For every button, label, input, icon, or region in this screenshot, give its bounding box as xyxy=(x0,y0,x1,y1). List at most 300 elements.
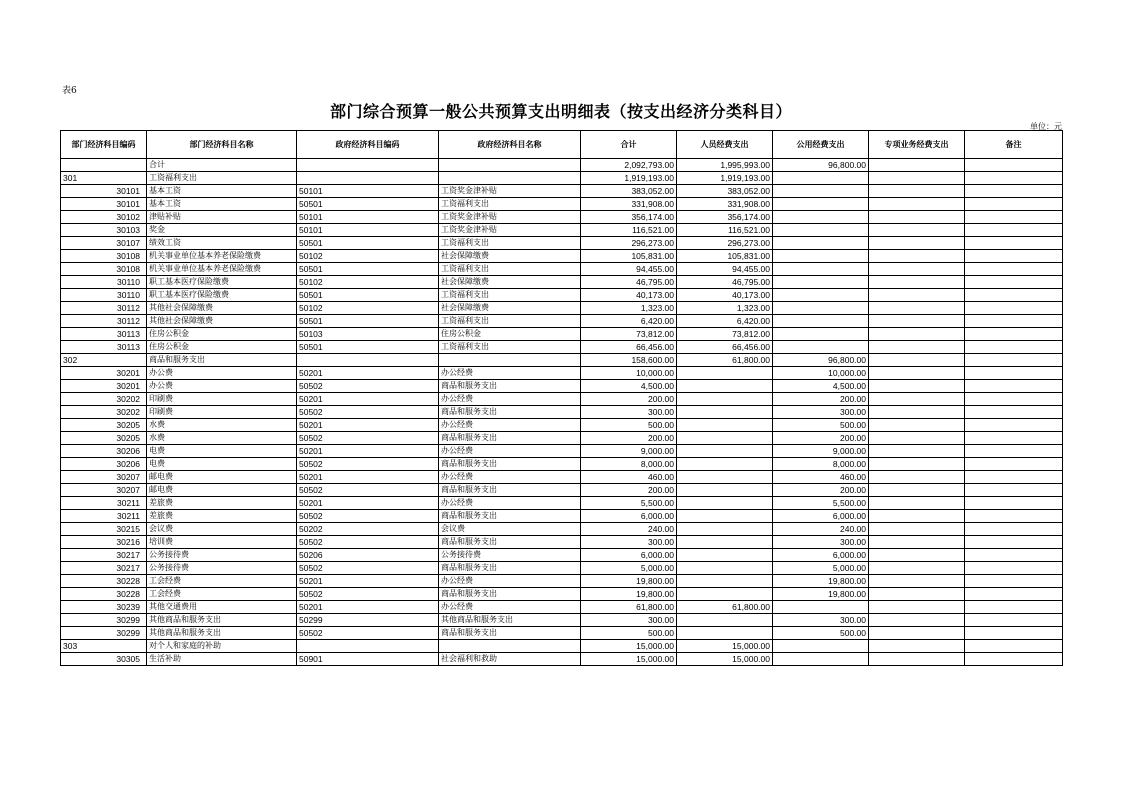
public-cell: 10,000.00 xyxy=(773,367,869,380)
dept-code-cell: 30239 xyxy=(61,601,147,614)
gov-name-cell: 商品和服务支出 xyxy=(439,510,581,523)
dept-code-cell: 30113 xyxy=(61,328,147,341)
gov-code-cell: 50201 xyxy=(297,575,439,588)
dept-name-cell: 公务接待费 xyxy=(147,549,297,562)
public-cell: 96,800.00 xyxy=(773,354,869,367)
gov-name-cell: 公务接待费 xyxy=(439,549,581,562)
table-row xyxy=(61,315,1063,328)
public-cell xyxy=(773,211,869,224)
dept-name-cell: 职工基本医疗保险缴费 xyxy=(147,289,297,302)
total-cell: 300.00 xyxy=(581,614,677,627)
gov-name-cell: 商品和服务支出 xyxy=(439,380,581,393)
personnel-cell: 73,812.00 xyxy=(677,328,773,341)
public-cell: 6,000.00 xyxy=(773,549,869,562)
public-cell: 19,800.00 xyxy=(773,575,869,588)
public-cell xyxy=(773,315,869,328)
dept-code-cell: 30211 xyxy=(61,510,147,523)
dept-name-cell: 差旅费 xyxy=(147,497,297,510)
public-cell xyxy=(773,653,869,666)
dept-code-cell: 30215 xyxy=(61,523,147,536)
total-cell: 10,000.00 xyxy=(581,367,677,380)
gov-name-cell: 办公经费 xyxy=(439,471,581,484)
table-row xyxy=(61,445,1063,458)
dept-name-cell: 住房公积金 xyxy=(147,341,297,354)
dept-code-cell: 30228 xyxy=(61,575,147,588)
table-row xyxy=(61,575,1063,588)
remark-cell xyxy=(965,562,1063,575)
table-row xyxy=(61,393,1063,406)
gov-code-cell: 50201 xyxy=(297,471,439,484)
gov-name-cell: 工资福利支出 xyxy=(439,315,581,328)
special-cell xyxy=(869,185,965,198)
remark-cell xyxy=(965,185,1063,198)
personnel-cell: 383,052.00 xyxy=(677,185,773,198)
table-row xyxy=(61,276,1063,289)
public-cell: 6,000.00 xyxy=(773,510,869,523)
remark-cell xyxy=(965,302,1063,315)
dept-name-cell: 基本工资 xyxy=(147,198,297,211)
public-cell xyxy=(773,276,869,289)
special-cell xyxy=(869,237,965,250)
personnel-cell: 61,800.00 xyxy=(677,601,773,614)
table-row xyxy=(61,237,1063,250)
dept-name-cell: 水费 xyxy=(147,432,297,445)
public-cell: 300.00 xyxy=(773,536,869,549)
remark-cell xyxy=(965,289,1063,302)
special-cell xyxy=(869,523,965,536)
dept-name-cell: 其他商品和服务支出 xyxy=(147,627,297,640)
dept-name-cell: 印刷费 xyxy=(147,393,297,406)
dept-code-cell: 30217 xyxy=(61,549,147,562)
header-total: 合计 xyxy=(581,131,677,159)
gov-code-cell: 50201 xyxy=(297,393,439,406)
gov-name-cell: 住房公积金 xyxy=(439,328,581,341)
dept-name-cell: 差旅费 xyxy=(147,510,297,523)
public-cell: 300.00 xyxy=(773,614,869,627)
dept-code-cell: 30107 xyxy=(61,237,147,250)
special-cell xyxy=(869,497,965,510)
public-cell xyxy=(773,224,869,237)
gov-code-cell: 50102 xyxy=(297,302,439,315)
personnel-cell: 356,174.00 xyxy=(677,211,773,224)
table-row xyxy=(61,484,1063,497)
total-cell: 94,455.00 xyxy=(581,263,677,276)
remark-cell xyxy=(965,497,1063,510)
gov-name-cell: 工资福利支出 xyxy=(439,341,581,354)
personnel-cell: 1,995,993.00 xyxy=(677,159,773,172)
gov-name-cell: 商品和服务支出 xyxy=(439,588,581,601)
gov-code-cell xyxy=(297,159,439,172)
table-row xyxy=(61,302,1063,315)
gov-name-cell: 办公经费 xyxy=(439,419,581,432)
gov-code-cell: 50501 xyxy=(297,289,439,302)
gov-code-cell: 50501 xyxy=(297,198,439,211)
remark-cell xyxy=(965,640,1063,653)
remark-cell xyxy=(965,653,1063,666)
dept-code-cell: 30108 xyxy=(61,250,147,263)
remark-cell xyxy=(965,393,1063,406)
table-row xyxy=(61,211,1063,224)
dept-name-cell: 工会经费 xyxy=(147,588,297,601)
dept-name-cell: 机关事业单位基本养老保险缴费 xyxy=(147,250,297,263)
page-title: 部门综合预算一般公共预算支出明细表（按支出经济分类科目） xyxy=(329,102,792,121)
special-cell xyxy=(869,354,965,367)
dept-name-cell: 商品和服务支出 xyxy=(147,354,297,367)
table-row xyxy=(61,614,1063,627)
gov-name-cell: 办公经费 xyxy=(439,497,581,510)
dept-name-cell: 其他社会保障缴费 xyxy=(147,315,297,328)
personnel-cell xyxy=(677,419,773,432)
gov-name-cell xyxy=(439,640,581,653)
remark-cell xyxy=(965,380,1063,393)
gov-name-cell: 工资福利支出 xyxy=(439,198,581,211)
special-cell xyxy=(869,549,965,562)
dept-code-cell: 303 xyxy=(61,640,147,653)
table-row xyxy=(61,172,1063,185)
personnel-cell xyxy=(677,510,773,523)
public-cell: 5,000.00 xyxy=(773,562,869,575)
personnel-cell xyxy=(677,406,773,419)
dept-code-cell: 30112 xyxy=(61,302,147,315)
public-cell xyxy=(773,601,869,614)
gov-name-cell xyxy=(439,159,581,172)
personnel-cell: 105,831.00 xyxy=(677,250,773,263)
gov-code-cell: 50103 xyxy=(297,328,439,341)
special-cell xyxy=(869,510,965,523)
personnel-cell xyxy=(677,549,773,562)
remark-cell xyxy=(965,263,1063,276)
gov-code-cell xyxy=(297,354,439,367)
total-cell: 200.00 xyxy=(581,484,677,497)
dept-code-cell: 30201 xyxy=(61,380,147,393)
personnel-cell: 1,919,193.00 xyxy=(677,172,773,185)
gov-code-cell: 50101 xyxy=(297,185,439,198)
special-cell xyxy=(869,302,965,315)
dept-name-cell: 津贴补贴 xyxy=(147,211,297,224)
personnel-cell xyxy=(677,367,773,380)
header-gov-name: 政府经济科目名称 xyxy=(439,131,581,159)
dept-name-cell: 印刷费 xyxy=(147,406,297,419)
gov-name-cell: 工资福利支出 xyxy=(439,237,581,250)
total-cell: 5,000.00 xyxy=(581,562,677,575)
sheet-label: 表6 xyxy=(62,86,77,96)
total-cell: 15,000.00 xyxy=(581,653,677,666)
dept-name-cell: 基本工资 xyxy=(147,185,297,198)
total-cell: 46,795.00 xyxy=(581,276,677,289)
special-cell xyxy=(869,315,965,328)
total-cell: 158,600.00 xyxy=(581,354,677,367)
total-cell: 73,812.00 xyxy=(581,328,677,341)
gov-name-cell: 社会保障缴费 xyxy=(439,250,581,263)
table-row xyxy=(61,497,1063,510)
special-cell xyxy=(869,419,965,432)
dept-code-cell: 30205 xyxy=(61,432,147,445)
special-cell xyxy=(869,367,965,380)
total-cell: 1,323.00 xyxy=(581,302,677,315)
public-cell: 19,800.00 xyxy=(773,588,869,601)
gov-code-cell: 50101 xyxy=(297,211,439,224)
special-cell xyxy=(869,406,965,419)
gov-code-cell: 50502 xyxy=(297,510,439,523)
table-row xyxy=(61,653,1063,666)
dept-name-cell: 其他交通费用 xyxy=(147,601,297,614)
special-cell xyxy=(869,172,965,185)
table-row xyxy=(61,536,1063,549)
table-row xyxy=(61,341,1063,354)
table-row xyxy=(61,406,1063,419)
gov-name-cell: 办公经费 xyxy=(439,393,581,406)
special-cell xyxy=(869,484,965,497)
gov-code-cell: 50201 xyxy=(297,367,439,380)
table-row xyxy=(61,562,1063,575)
dept-name-cell: 工会经费 xyxy=(147,575,297,588)
table-row xyxy=(61,289,1063,302)
gov-code-cell xyxy=(297,172,439,185)
special-cell xyxy=(869,263,965,276)
table-body xyxy=(61,159,1063,666)
remark-cell xyxy=(965,523,1063,536)
dept-name-cell: 电费 xyxy=(147,458,297,471)
dept-code-cell: 30110 xyxy=(61,289,147,302)
personnel-cell: 66,456.00 xyxy=(677,341,773,354)
remark-cell xyxy=(965,315,1063,328)
personnel-cell xyxy=(677,484,773,497)
gov-code-cell: 50502 xyxy=(297,406,439,419)
gov-name-cell: 办公经费 xyxy=(439,445,581,458)
personnel-cell xyxy=(677,458,773,471)
remark-cell xyxy=(965,588,1063,601)
gov-name-cell: 商品和服务支出 xyxy=(439,432,581,445)
table-row xyxy=(61,471,1063,484)
total-cell: 9,000.00 xyxy=(581,445,677,458)
dept-name-cell: 公务接待费 xyxy=(147,562,297,575)
gov-name-cell: 社会保障缴费 xyxy=(439,302,581,315)
table-row xyxy=(61,458,1063,471)
gov-code-cell: 50501 xyxy=(297,341,439,354)
dept-name-cell: 水费 xyxy=(147,419,297,432)
special-cell xyxy=(869,289,965,302)
dept-code-cell: 30206 xyxy=(61,445,147,458)
gov-code-cell: 50206 xyxy=(297,549,439,562)
total-cell: 2,092,793.00 xyxy=(581,159,677,172)
header-special: 专项业务经费支出 xyxy=(869,131,965,159)
special-cell xyxy=(869,627,965,640)
gov-code-cell: 50201 xyxy=(297,497,439,510)
special-cell xyxy=(869,211,965,224)
special-cell xyxy=(869,601,965,614)
total-cell: 500.00 xyxy=(581,627,677,640)
personnel-cell: 94,455.00 xyxy=(677,263,773,276)
public-cell: 200.00 xyxy=(773,484,869,497)
total-cell: 6,000.00 xyxy=(581,549,677,562)
gov-code-cell: 50102 xyxy=(297,276,439,289)
gov-name-cell: 商品和服务支出 xyxy=(439,536,581,549)
dept-code-cell: 30299 xyxy=(61,614,147,627)
dept-code-cell: 30228 xyxy=(61,588,147,601)
gov-code-cell: 50901 xyxy=(297,653,439,666)
dept-code-cell: 30201 xyxy=(61,367,147,380)
special-cell xyxy=(869,614,965,627)
public-cell: 500.00 xyxy=(773,627,869,640)
special-cell xyxy=(869,250,965,263)
remark-cell xyxy=(965,237,1063,250)
personnel-cell: 331,908.00 xyxy=(677,198,773,211)
public-cell xyxy=(773,185,869,198)
personnel-cell: 46,795.00 xyxy=(677,276,773,289)
personnel-cell: 15,000.00 xyxy=(677,653,773,666)
remark-cell xyxy=(965,224,1063,237)
dept-code-cell: 30101 xyxy=(61,185,147,198)
total-cell: 6,000.00 xyxy=(581,510,677,523)
personnel-cell: 61,800.00 xyxy=(677,354,773,367)
gov-name-cell: 工资奖金津补贴 xyxy=(439,185,581,198)
dept-name-cell: 住房公积金 xyxy=(147,328,297,341)
gov-name-cell xyxy=(439,172,581,185)
remark-cell xyxy=(965,601,1063,614)
gov-code-cell: 50502 xyxy=(297,432,439,445)
personnel-cell xyxy=(677,627,773,640)
gov-name-cell: 办公经费 xyxy=(439,575,581,588)
dept-code-cell: 30211 xyxy=(61,497,147,510)
personnel-cell: 296,273.00 xyxy=(677,237,773,250)
gov-code-cell xyxy=(297,640,439,653)
public-cell xyxy=(773,237,869,250)
remark-cell xyxy=(965,172,1063,185)
public-cell: 240.00 xyxy=(773,523,869,536)
dept-name-cell: 机关事业单位基本养老保险缴费 xyxy=(147,263,297,276)
table-row xyxy=(61,588,1063,601)
total-cell: 116,521.00 xyxy=(581,224,677,237)
remark-cell xyxy=(965,354,1063,367)
gov-code-cell: 50102 xyxy=(297,250,439,263)
remark-cell xyxy=(965,211,1063,224)
gov-name-cell: 其他商品和服务支出 xyxy=(439,614,581,627)
gov-code-cell: 50502 xyxy=(297,536,439,549)
remark-cell xyxy=(965,614,1063,627)
total-cell: 105,831.00 xyxy=(581,250,677,263)
table-row xyxy=(61,640,1063,653)
table-row xyxy=(61,185,1063,198)
gov-code-cell: 50501 xyxy=(297,263,439,276)
table-row xyxy=(61,263,1063,276)
gov-name-cell: 社会保障缴费 xyxy=(439,276,581,289)
dept-name-cell: 其他社会保障缴费 xyxy=(147,302,297,315)
special-cell xyxy=(869,198,965,211)
special-cell xyxy=(869,458,965,471)
remark-cell xyxy=(965,276,1063,289)
dept-name-cell: 对个人和家庭的补助 xyxy=(147,640,297,653)
remark-cell xyxy=(965,198,1063,211)
dept-name-cell: 电费 xyxy=(147,445,297,458)
dept-code-cell: 30207 xyxy=(61,471,147,484)
public-cell: 200.00 xyxy=(773,393,869,406)
remark-cell xyxy=(965,471,1063,484)
dept-name-cell: 绩效工资 xyxy=(147,237,297,250)
public-cell: 4,500.00 xyxy=(773,380,869,393)
special-cell xyxy=(869,562,965,575)
remark-cell xyxy=(965,510,1063,523)
personnel-cell xyxy=(677,562,773,575)
total-cell: 15,000.00 xyxy=(581,640,677,653)
dept-code-cell: 30299 xyxy=(61,627,147,640)
personnel-cell xyxy=(677,393,773,406)
total-cell: 200.00 xyxy=(581,432,677,445)
remark-cell xyxy=(965,419,1063,432)
personnel-cell: 15,000.00 xyxy=(677,640,773,653)
dept-name-cell: 合计 xyxy=(147,159,297,172)
table-row xyxy=(61,601,1063,614)
table-row xyxy=(61,419,1063,432)
table-row xyxy=(61,510,1063,523)
dept-code-cell: 30108 xyxy=(61,263,147,276)
personnel-cell xyxy=(677,575,773,588)
remark-cell xyxy=(965,536,1063,549)
dept-name-cell: 办公费 xyxy=(147,367,297,380)
personnel-cell: 116,521.00 xyxy=(677,224,773,237)
dept-code-cell xyxy=(61,159,147,172)
total-cell: 8,000.00 xyxy=(581,458,677,471)
special-cell xyxy=(869,432,965,445)
total-cell: 460.00 xyxy=(581,471,677,484)
remark-cell xyxy=(965,250,1063,263)
public-cell xyxy=(773,198,869,211)
public-cell xyxy=(773,302,869,315)
personnel-cell: 6,420.00 xyxy=(677,315,773,328)
personnel-cell xyxy=(677,432,773,445)
public-cell xyxy=(773,289,869,302)
dept-code-cell: 30216 xyxy=(61,536,147,549)
header-personnel: 人员经费支出 xyxy=(677,131,773,159)
header-dept-name: 部门经济科目名称 xyxy=(147,131,297,159)
header-dept-code: 部门经济科目编码 xyxy=(61,131,147,159)
table-row xyxy=(61,380,1063,393)
dept-code-cell: 30112 xyxy=(61,315,147,328)
public-cell: 500.00 xyxy=(773,419,869,432)
dept-code-cell: 30101 xyxy=(61,198,147,211)
dept-name-cell: 奖金 xyxy=(147,224,297,237)
dept-code-cell: 30102 xyxy=(61,211,147,224)
gov-name-cell: 工资福利支出 xyxy=(439,263,581,276)
total-cell: 240.00 xyxy=(581,523,677,536)
gov-code-cell: 50502 xyxy=(297,562,439,575)
gov-code-cell: 50299 xyxy=(297,614,439,627)
gov-code-cell: 50201 xyxy=(297,601,439,614)
gov-name-cell: 工资奖金津补贴 xyxy=(439,224,581,237)
total-cell: 500.00 xyxy=(581,419,677,432)
public-cell xyxy=(773,250,869,263)
total-cell: 61,800.00 xyxy=(581,601,677,614)
total-cell: 19,800.00 xyxy=(581,575,677,588)
remark-cell xyxy=(965,367,1063,380)
gov-name-cell: 商品和服务支出 xyxy=(439,406,581,419)
public-cell: 200.00 xyxy=(773,432,869,445)
special-cell xyxy=(869,380,965,393)
public-cell xyxy=(773,640,869,653)
table-row xyxy=(61,432,1063,445)
special-cell xyxy=(869,159,965,172)
header-row xyxy=(61,131,1063,159)
gov-code-cell: 50201 xyxy=(297,445,439,458)
public-cell: 460.00 xyxy=(773,471,869,484)
special-cell xyxy=(869,653,965,666)
public-cell: 300.00 xyxy=(773,406,869,419)
table-row xyxy=(61,627,1063,640)
special-cell xyxy=(869,224,965,237)
header-gov-code: 政府经济科目编码 xyxy=(297,131,439,159)
total-cell: 40,173.00 xyxy=(581,289,677,302)
dept-code-cell: 301 xyxy=(61,172,147,185)
gov-name-cell: 办公经费 xyxy=(439,367,581,380)
